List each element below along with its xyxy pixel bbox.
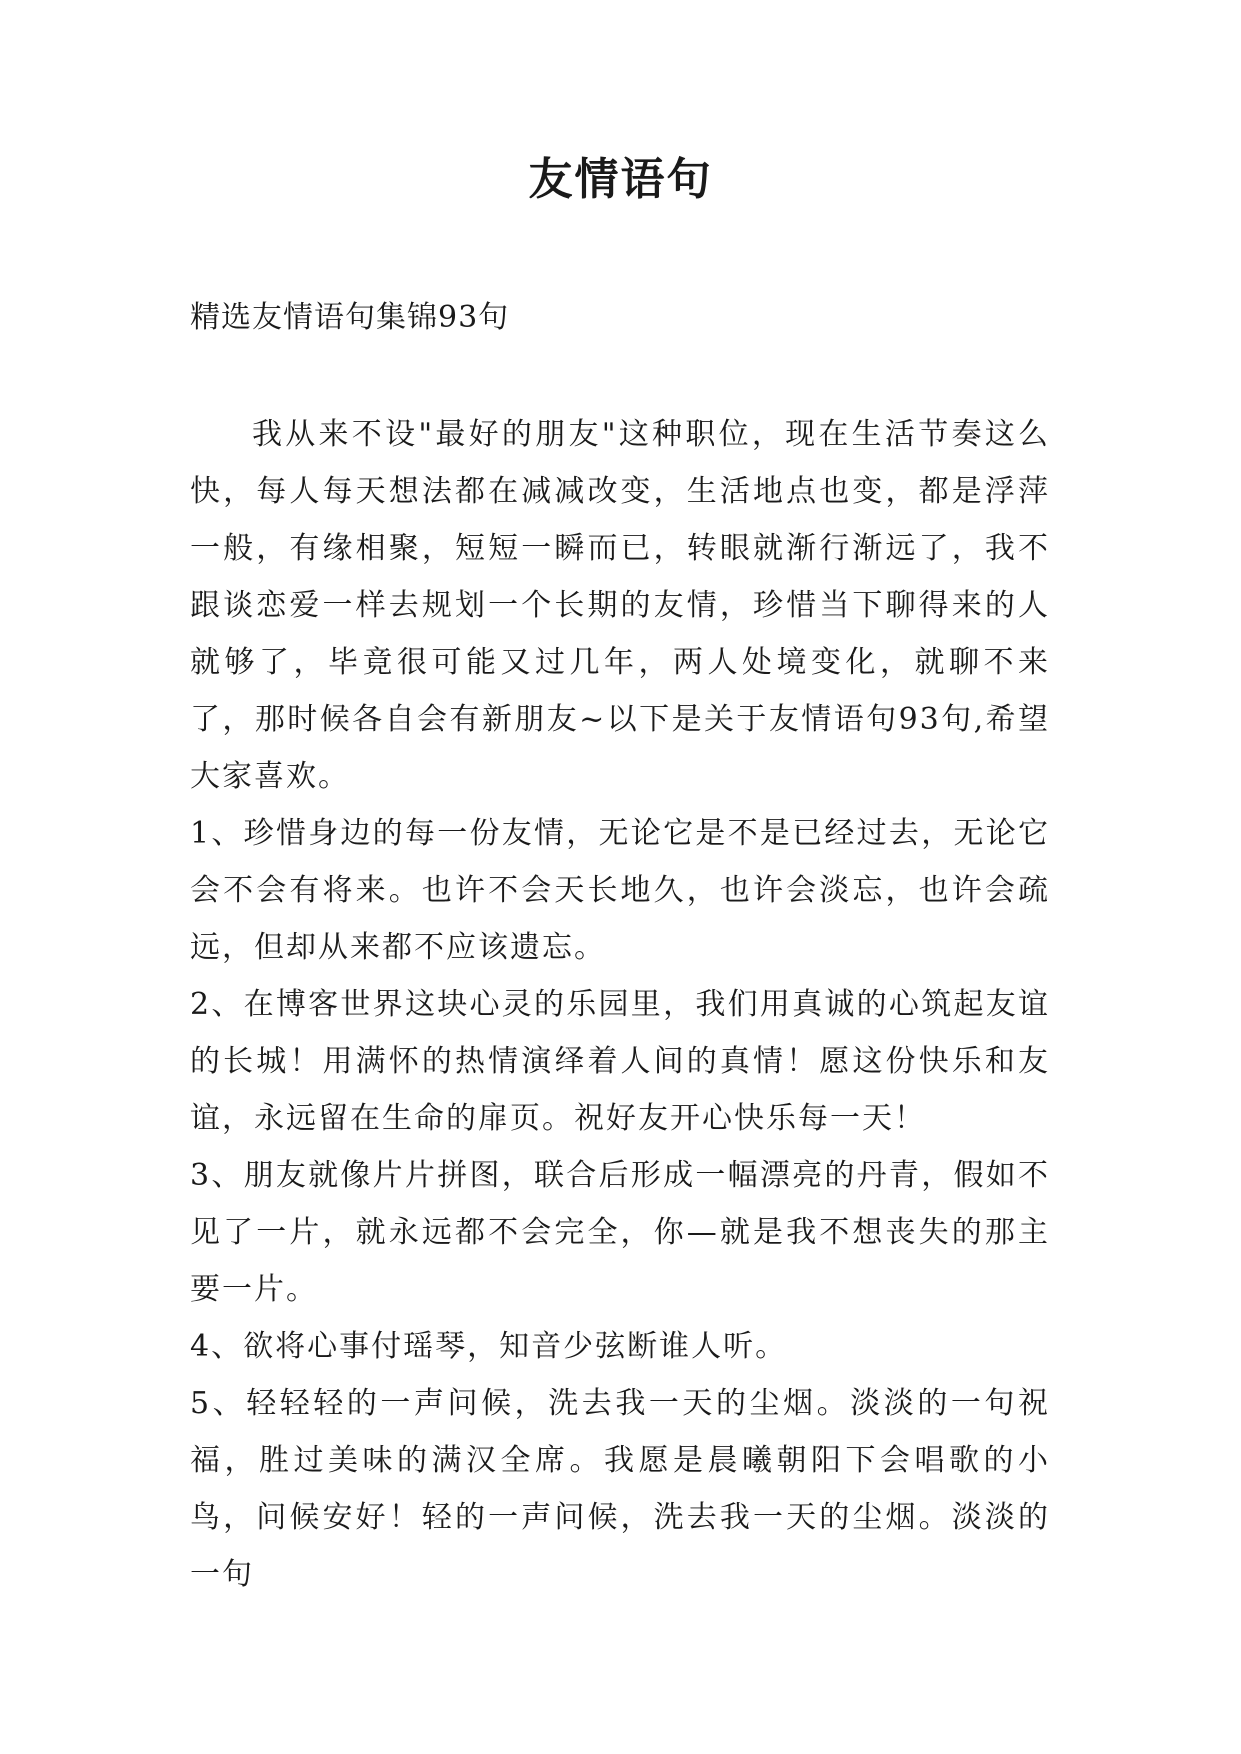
document-subtitle: 精选友情语句集锦93句 bbox=[190, 300, 510, 335]
list-item: 2、在博客世界这块心灵的乐园里，我们用真诚的心筑起友谊的长城！用满怀的热情演绎着人间的真情！愿这份快乐和友谊，永远留在生命的扉页。祝好友开心快乐每一天！ bbox=[190, 987, 1050, 1136]
page-title: 友情语句 bbox=[528, 154, 713, 205]
list-item: 3、朋友就像片片拼图，联合后形成一幅漂亮的丹青，假如不见了一片，就永远都不会完全，你—就是我不想丧失的那主要一片。 bbox=[190, 1158, 1050, 1307]
list-item: 4、欲将心事付瑶琴，知音少弦断谁人听。 bbox=[190, 1329, 788, 1364]
list-item: 1、珍惜身边的每一份友情，无论它是不是已经过去，无论它会不会有将来。也许不会天长地久，也许会淡忘，也许会疏远，但却从来都不应该遗忘。 bbox=[190, 816, 1050, 965]
intro-paragraph: 我从来不设"最好的朋友"这种职位，现在生活节奏这么快，每人每天想法都在减减改变，生活地点也变，都是浮萍一般，有缘相聚，短短一瞬而已，转眼就渐行渐远了，我不跟谈恋爱一样去规划一个长期的友情，珍惜当下聊得来的人就够了，毕竟很可能又过几年，两人处境变化，就聊不来了，那时候各自会有新朋友~以下是关于友情语句93句,希望大家喜欢。 bbox=[190, 417, 1050, 794]
list-item: 5、轻轻轻的一声问候，洗去我一天的尘烟。淡淡的一句祝福，胜过美味的满汉全席。我愿是晨曦朝阳下会唱歌的小鸟，问候安好！轻的一声问候，洗去我一天的尘烟。淡淡的一句 bbox=[190, 1386, 1050, 1592]
document-body bbox=[190, 406, 1050, 1603]
